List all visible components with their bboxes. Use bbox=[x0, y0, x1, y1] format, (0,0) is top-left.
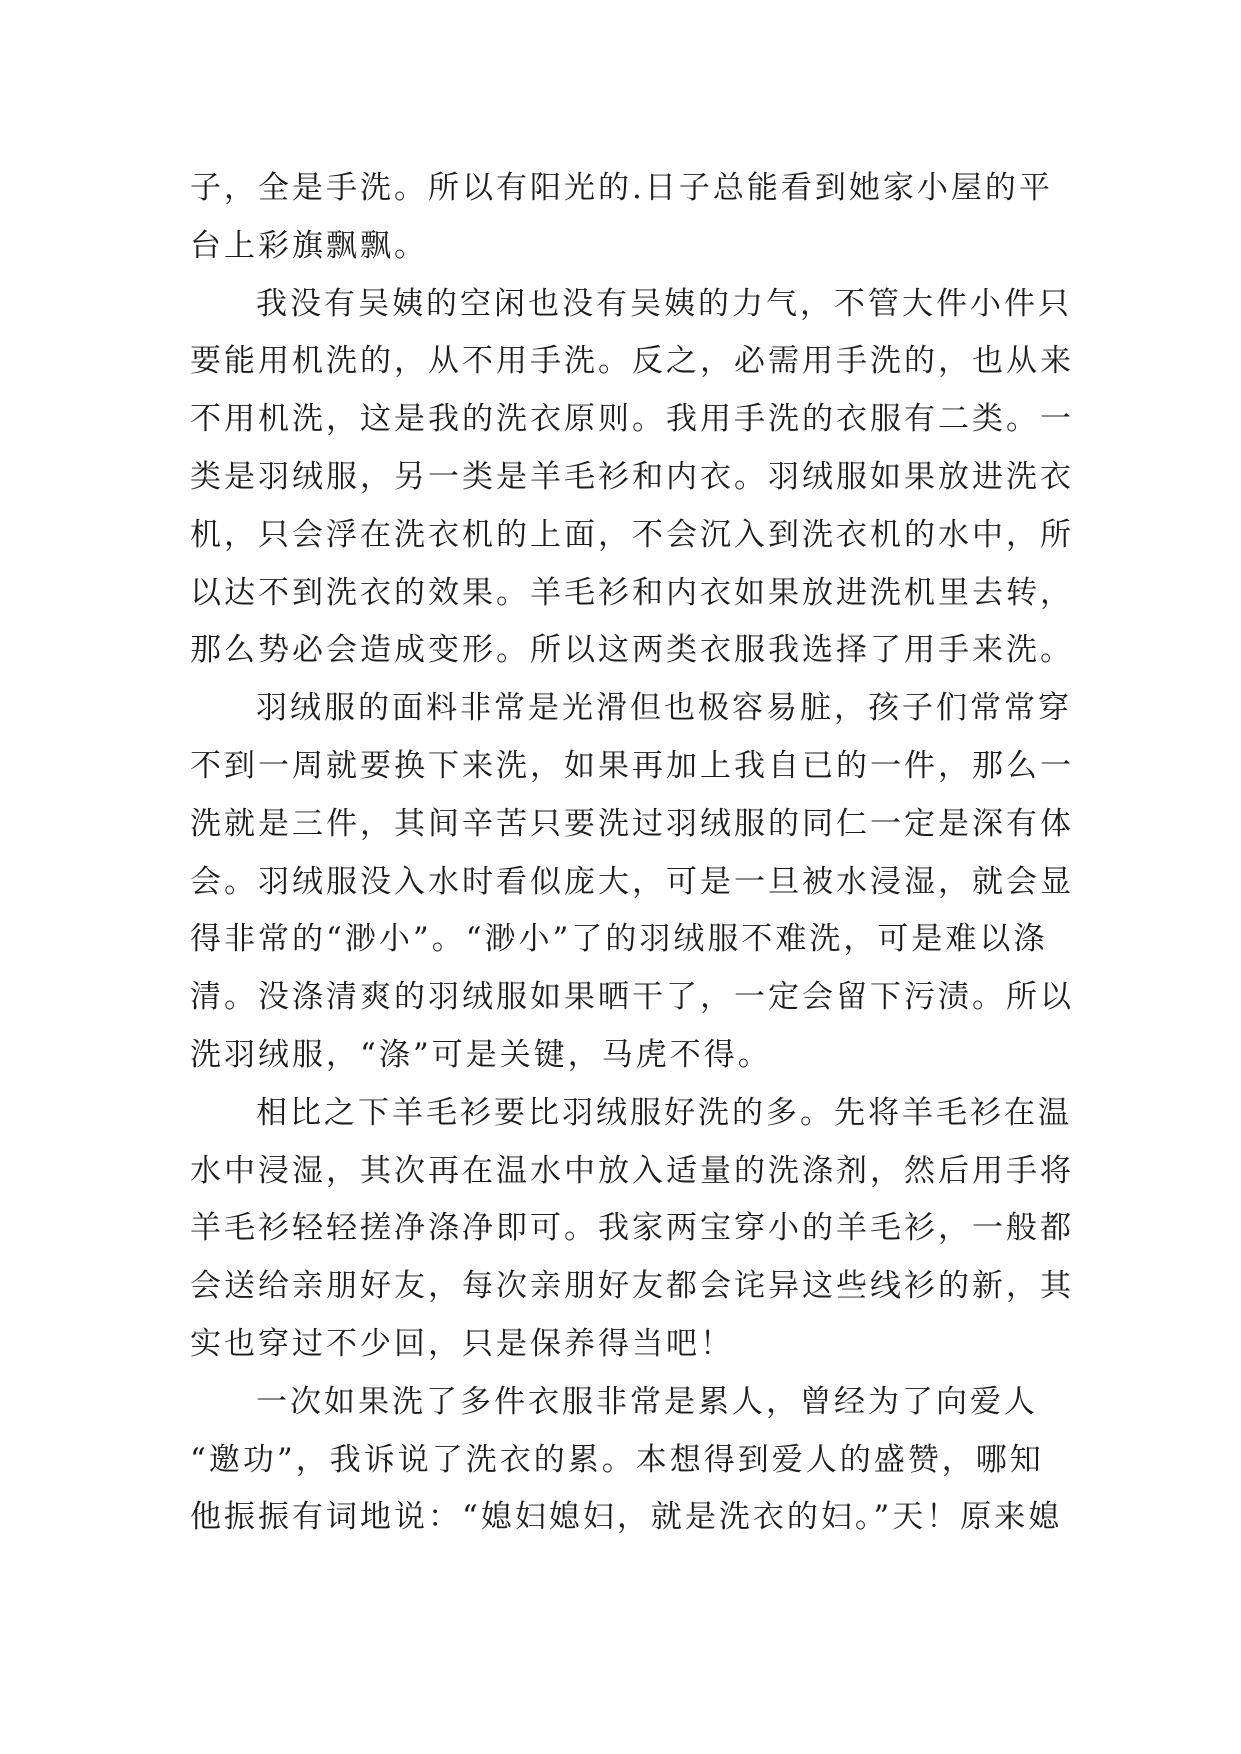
paragraph-line: 相比之下羊毛衫要比羽绒服好洗的多。先将羊毛衫在温 bbox=[256, 1094, 1072, 1131]
paragraph-line: 以达不到洗衣的效果。羊毛衫和内衣如果放进洗机里去转， bbox=[190, 574, 1074, 611]
paragraph-line: 机，只会浮在洗衣机的上面，不会沉入到洗衣机的水中，所 bbox=[190, 516, 1074, 553]
paragraph-line: 会送给亲朋好友，每次亲朋好友都会诧异这些线衫的新，其 bbox=[190, 1268, 1074, 1305]
paragraph-line: 清。没涤清爽的羽绒服如果晒干了，一定会留下污渍。所以 bbox=[190, 979, 1074, 1016]
paragraph-line: 洗羽绒服，“涤”可是关键，马虎不得。 bbox=[190, 1036, 772, 1073]
paragraph-line: 实也穿过不少回，只是保养得当吧！ bbox=[190, 1325, 734, 1362]
paragraph-line: 我没有吴姨的空闲也没有吴姨的力气，不管大件小件只 bbox=[256, 285, 1072, 322]
paragraph-line: 类是羽绒服，另一类是羊毛衫和内衣。羽绒服如果放进洗衣 bbox=[190, 458, 1074, 495]
paragraph-line: 羊毛衫轻轻搓净涤净即可。我家两宝穿小的羊毛衫，一般都 bbox=[190, 1210, 1074, 1247]
paragraph-line: 他振振有词地说：“媳妇媳妇，就是洗衣的妇。”天！原来媳 bbox=[190, 1499, 1063, 1536]
paragraph-line: 不到一周就要换下来洗，如果再加上我自已的一件，那么一 bbox=[190, 747, 1074, 784]
paragraph-line: 那么势必会造成变形。所以这两类衣服我选择了用手来洗。 bbox=[190, 632, 1074, 669]
paragraph-line: 水中浸湿，其次再在温水中放入适量的洗涤剂，然后用手将 bbox=[190, 1152, 1074, 1189]
paragraph-line: 要能用机洗的，从不用手洗。反之，必需用手洗的，也从来 bbox=[190, 343, 1074, 380]
paragraph-line: 会。羽绒服没入水时看似庞大，可是一旦被水浸湿，就会显 bbox=[190, 863, 1074, 900]
paragraph-line: 羽绒服的面料非常是光滑但也极容易脏，孩子们常常穿 bbox=[256, 690, 1072, 727]
paragraph-line: 洗就是三件，其间辛苦只要洗过羽绒服的同仁一定是深有体 bbox=[190, 805, 1074, 842]
paragraph-line: 台上彩旗飘飘。 bbox=[190, 227, 428, 264]
body-text bbox=[190, 160, 1074, 1547]
paragraph-line: “邀功”，我诉说了洗衣的累。本想得到爱人的盛赞，哪知 bbox=[190, 1441, 1044, 1478]
paragraph-line: 不用机洗，这是我的洗衣原则。我用手洗的衣服有二类。一 bbox=[190, 401, 1074, 438]
paragraph-line: 子，全是手洗。所以有阳光的.日子总能看到她家小屋的平 bbox=[190, 170, 1053, 206]
paragraph-line: 一次如果洗了多件衣服非常是累人，曾经为了向爱人 bbox=[256, 1383, 1038, 1420]
paragraph-line: 得非常的“渺小”。“渺小”了的羽绒服不难洗，可是难以涤 bbox=[190, 921, 1048, 958]
